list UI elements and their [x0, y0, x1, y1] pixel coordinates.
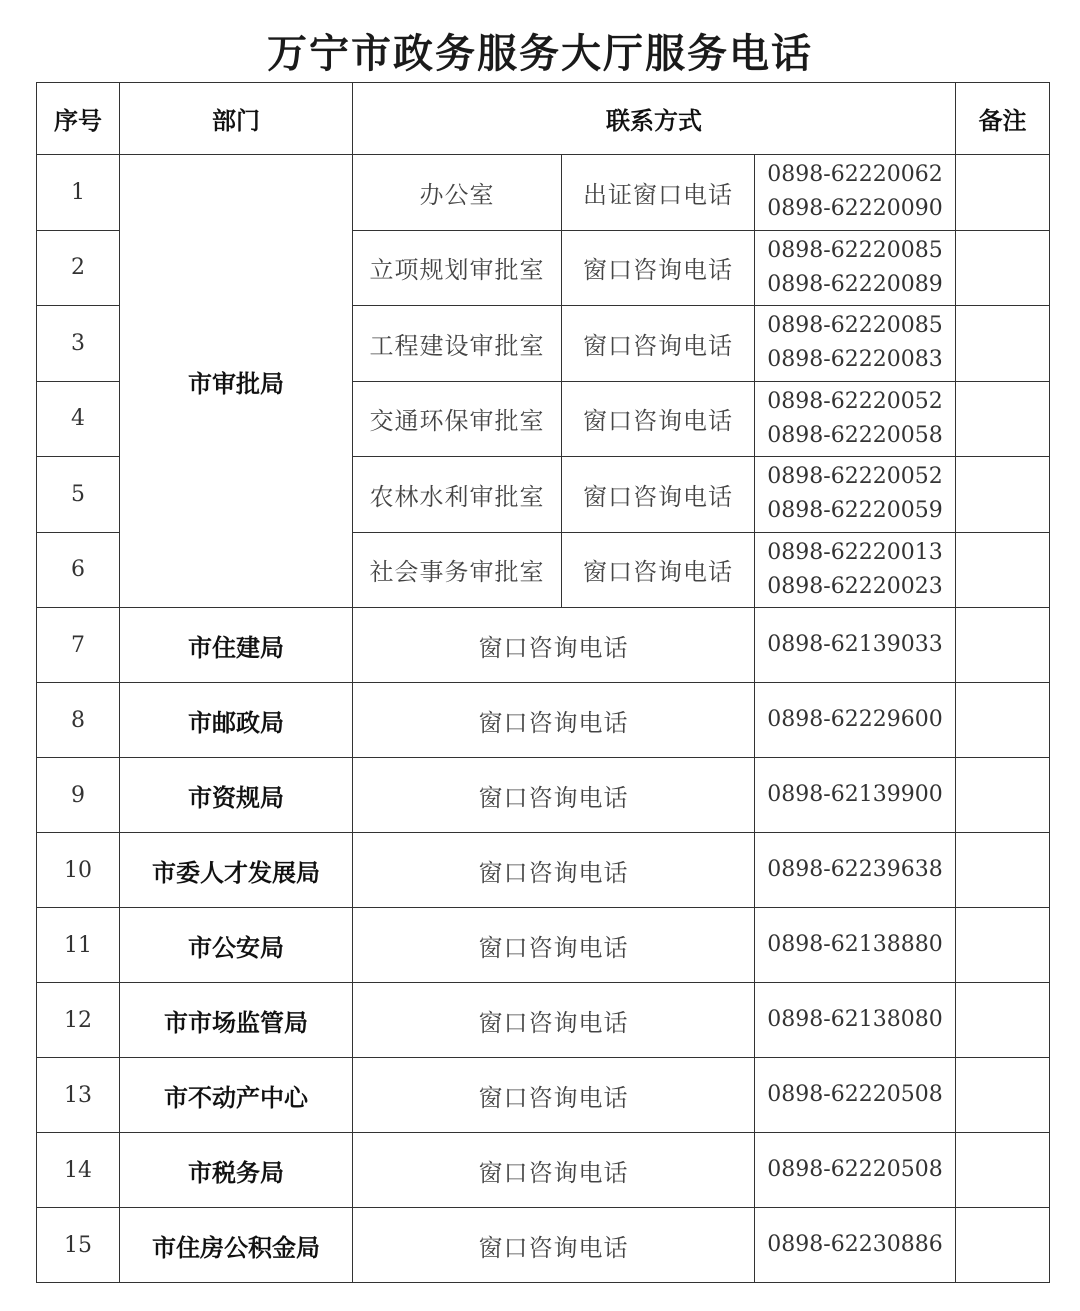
seq-cell: 3: [37, 306, 120, 382]
seq-cell: 5: [37, 457, 120, 533]
note-cell: [956, 983, 1050, 1058]
dept-cell: 市委人才发展局: [120, 833, 353, 908]
table-row: [37, 758, 1050, 833]
phone-number[interactable]: 0898-62220090: [767, 196, 943, 222]
contact-type-cell: 窗口咨询电话: [562, 532, 755, 608]
phone-cell[interactable]: 0898-62138080: [755, 983, 956, 1058]
phone-number[interactable]: 0898-62220052: [767, 388, 943, 414]
phone-number[interactable]: 0898-62220083: [767, 347, 943, 373]
phone-number[interactable]: 0898-62220085: [767, 237, 943, 263]
table-header-row: [37, 83, 1050, 155]
note-cell: [956, 683, 1050, 758]
seq-cell: 9: [37, 758, 120, 833]
table-row: [37, 983, 1050, 1058]
phone-cell: [755, 381, 956, 457]
table-row: [37, 1058, 1050, 1133]
dept-cell-shenpi: 市审批局: [120, 155, 353, 608]
seq-cell: 2: [37, 230, 120, 306]
dept-cell: 市不动产中心: [120, 1058, 353, 1133]
note-cell: [956, 908, 1050, 983]
phone-number[interactable]: 0898-62220013: [767, 539, 943, 565]
contact-type-cell: 窗口咨询电话: [353, 833, 755, 908]
dept-cell: 市市场监管局: [120, 983, 353, 1058]
seq-cell: 8: [37, 683, 120, 758]
phone-number[interactable]: 0898-62220058: [767, 422, 943, 448]
sub-office-cell: 立项规划审批室: [353, 230, 562, 306]
table-row: [37, 1208, 1050, 1283]
phone-cell[interactable]: 0898-62220508: [755, 1058, 956, 1133]
note-cell: [956, 381, 1050, 457]
contact-type-cell: 出证窗口电话: [562, 155, 755, 231]
contact-type-cell: 窗口咨询电话: [353, 908, 755, 983]
dept-cell: 市资规局: [120, 758, 353, 833]
note-cell: [956, 608, 1050, 683]
phone-cell: [755, 230, 956, 306]
note-cell: [956, 532, 1050, 608]
sub-office-cell: 农林水利审批室: [353, 457, 562, 533]
service-phone-table: [36, 82, 1050, 1283]
note-cell: [956, 1133, 1050, 1208]
contact-type-cell: 窗口咨询电话: [353, 1058, 755, 1133]
header-dept: 部门: [120, 83, 353, 155]
note-cell: [956, 758, 1050, 833]
seq-cell: 11: [37, 908, 120, 983]
phone-cell[interactable]: 0898-62220508: [755, 1133, 956, 1208]
dept-cell: 市邮政局: [120, 683, 353, 758]
seq-cell: 12: [37, 983, 120, 1058]
sub-office-cell: 交通环保审批室: [353, 381, 562, 457]
sub-office-cell: 工程建设审批室: [353, 306, 562, 382]
table-row: [37, 908, 1050, 983]
contact-type-cell: 窗口咨询电话: [353, 683, 755, 758]
contact-type-cell: 窗口咨询电话: [353, 1133, 755, 1208]
header-seq: 序号: [37, 83, 120, 155]
phone-number[interactable]: 0898-62220062: [767, 162, 943, 188]
note-cell: [956, 155, 1050, 231]
contact-type-cell: 窗口咨询电话: [353, 608, 755, 683]
seq-cell: 7: [37, 608, 120, 683]
table-row: [37, 1133, 1050, 1208]
seq-cell: 13: [37, 1058, 120, 1133]
phone-number[interactable]: 0898-62220089: [767, 271, 943, 297]
contact-type-cell: 窗口咨询电话: [562, 306, 755, 382]
table-row: [37, 155, 1050, 231]
note-cell: [956, 1208, 1050, 1283]
note-cell: [956, 230, 1050, 306]
header-note: 备注: [956, 83, 1050, 155]
table-row: [37, 683, 1050, 758]
seq-cell: 6: [37, 532, 120, 608]
seq-cell: 15: [37, 1208, 120, 1283]
phone-cell: [755, 155, 956, 231]
phone-cell: [755, 306, 956, 382]
phone-number[interactable]: 0898-62220023: [767, 573, 943, 599]
contact-type-cell: 窗口咨询电话: [353, 758, 755, 833]
phone-number[interactable]: 0898-62220059: [767, 498, 943, 524]
contact-type-cell: 窗口咨询电话: [562, 381, 755, 457]
table-row: [37, 833, 1050, 908]
dept-cell: 市税务局: [120, 1133, 353, 1208]
header-contact: 联系方式: [353, 83, 956, 155]
dept-cell: 市公安局: [120, 908, 353, 983]
sub-office-cell: 社会事务审批室: [353, 532, 562, 608]
seq-cell: 4: [37, 381, 120, 457]
phone-cell[interactable]: 0898-62139900: [755, 758, 956, 833]
phone-cell: [755, 457, 956, 533]
phone-cell[interactable]: 0898-62138880: [755, 908, 956, 983]
page-title: 万宁市政务服务大厅服务电话: [267, 31, 813, 77]
contact-type-cell: 窗口咨询电话: [562, 230, 755, 306]
contact-type-cell: 窗口咨询电话: [353, 1208, 755, 1283]
phone-number[interactable]: 0898-62220052: [767, 464, 943, 490]
contact-type-cell: 窗口咨询电话: [562, 457, 755, 533]
dept-cell: 市住建局: [120, 608, 353, 683]
phone-cell[interactable]: 0898-62230886: [755, 1208, 956, 1283]
dept-cell: 市住房公积金局: [120, 1208, 353, 1283]
seq-cell: 1: [37, 155, 120, 231]
seq-cell: 14: [37, 1133, 120, 1208]
note-cell: [956, 833, 1050, 908]
table-row: [37, 608, 1050, 683]
sub-office-cell: 办公室: [353, 155, 562, 231]
note-cell: [956, 457, 1050, 533]
phone-number[interactable]: 0898-62220085: [767, 313, 943, 339]
contact-type-cell: 窗口咨询电话: [353, 983, 755, 1058]
note-cell: [956, 1058, 1050, 1133]
phone-cell[interactable]: 0898-62239638: [755, 833, 956, 908]
phone-cell[interactable]: 0898-62139033: [755, 608, 956, 683]
note-cell: [956, 306, 1050, 382]
seq-cell: 10: [37, 833, 120, 908]
phone-cell: [755, 532, 956, 608]
phone-cell[interactable]: 0898-62229600: [755, 683, 956, 758]
